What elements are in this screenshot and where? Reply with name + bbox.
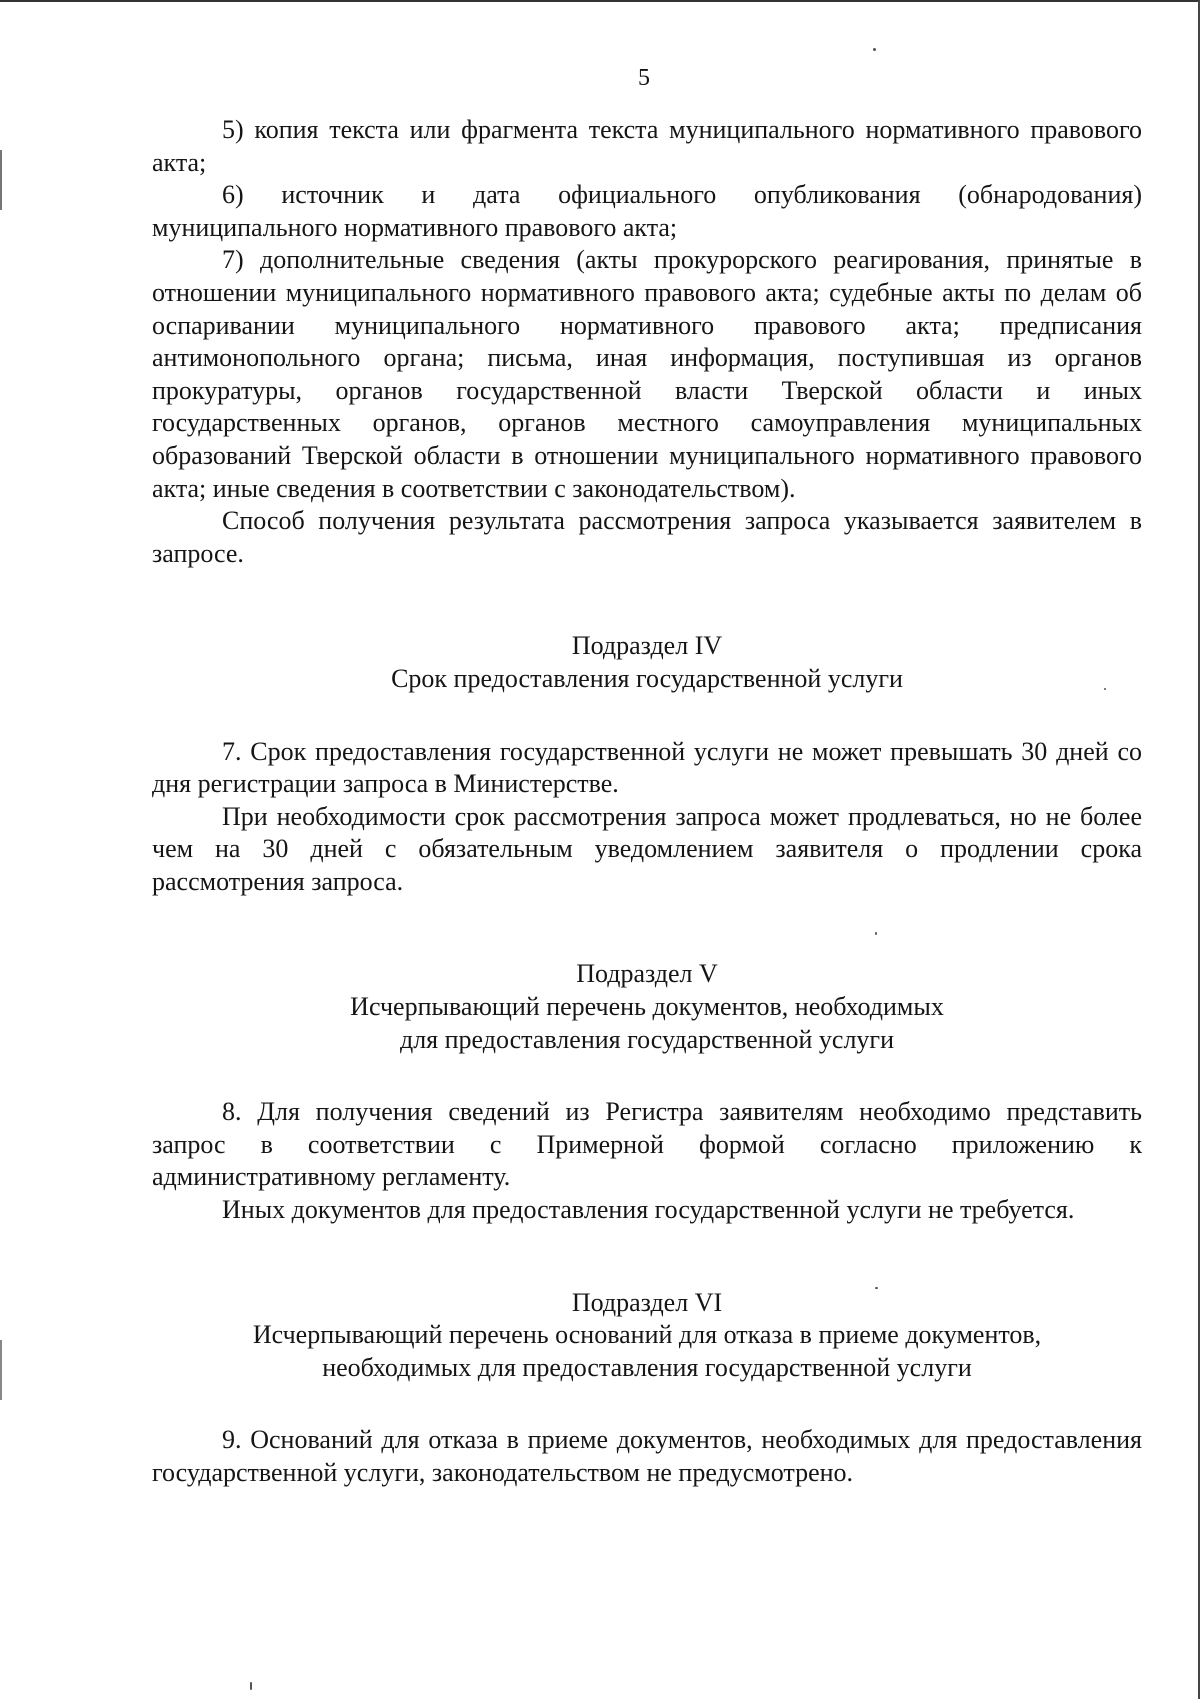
scan-edge-left: [0, 150, 2, 210]
list-item-5: 5) копия текста или фрагмента текста муниципального нормативного правового акта;: [152, 115, 1142, 177]
section-4-header: [152, 630, 1142, 695]
scan-edge-top: [0, 0, 1200, 2]
scan-speck: [250, 1682, 252, 1690]
paragraph-extension: При необходимости срок рассмотрения запроса может продлеваться, но не более чем на 30 дней с обязательным уведомлением заявителя о продлении срока рассмотрения запроса.: [152, 801, 1142, 896]
section-title-line: для предоставления государственной услуги: [399, 1024, 895, 1054]
section-5-header: [152, 958, 1142, 1056]
paragraph-7: 7. Срок предоставления государственной услуги не может превышать 30 дней со дня регистрации запроса в Министерстве.: [152, 736, 1142, 799]
section-heading: Подраздел VI: [571, 1287, 723, 1317]
section-6-header: [152, 1287, 1142, 1385]
paragraph-result-method: Способ получения результата рассмотрения запроса указывается заявителем в запросе.: [152, 506, 1142, 568]
section-heading: Подраздел V: [576, 959, 718, 989]
paragraph-9: 9. Оснований для отказа в приеме документов, необходимых для предоставления государственной услуги, законодательством не предусмотрено.: [152, 1425, 1142, 1487]
section-heading: Подраздел IV: [571, 631, 723, 661]
section-title-line: Исчерпывающий перечень оснований для отказа в приеме документов,: [252, 1320, 1042, 1350]
section-title-line: необходимых для предоставления государственной услуги: [322, 1352, 972, 1382]
paragraph-8: 8. Для получения сведений из Регистра заявителям необходимо представить запрос в соответствии с Примерной формой согласно приложению к административному регламенту.: [152, 1097, 1142, 1192]
list-item-7: 7) дополнительные сведения (акты прокурорского реагирования, принятые в отношении муниципального нормативного правового акта; судебные акты по делам об оспаривании муниципального нормативного правового акта; предписания антимонопольного органа; письма, иная информация, поступившая из органов прокуратуры, органов государственной власти Тверской области и иных государственных органов, органов местного самоуправления муниципальных образований Тверской области в отношении муниципального нормативного правового акта; иные сведения в соответствии с законодательством).: [152, 245, 1142, 503]
page-number: 5: [638, 65, 650, 91]
section-title: Срок предоставления государственной услуги: [391, 663, 903, 693]
scan-edge-left: [0, 1340, 2, 1400]
section-title-line: Исчерпывающий перечень документов, необходимых: [350, 992, 944, 1022]
paragraph-no-other-docs: Иных документов для предоставления государственной услуги не требуется.: [222, 1195, 1075, 1225]
list-item-6: 6) источник и дата официального опубликования (обнародования) муниципального нормативного правового акта;: [152, 180, 1142, 242]
scan-speck: [873, 48, 876, 51]
document-body: [152, 114, 1142, 1490]
